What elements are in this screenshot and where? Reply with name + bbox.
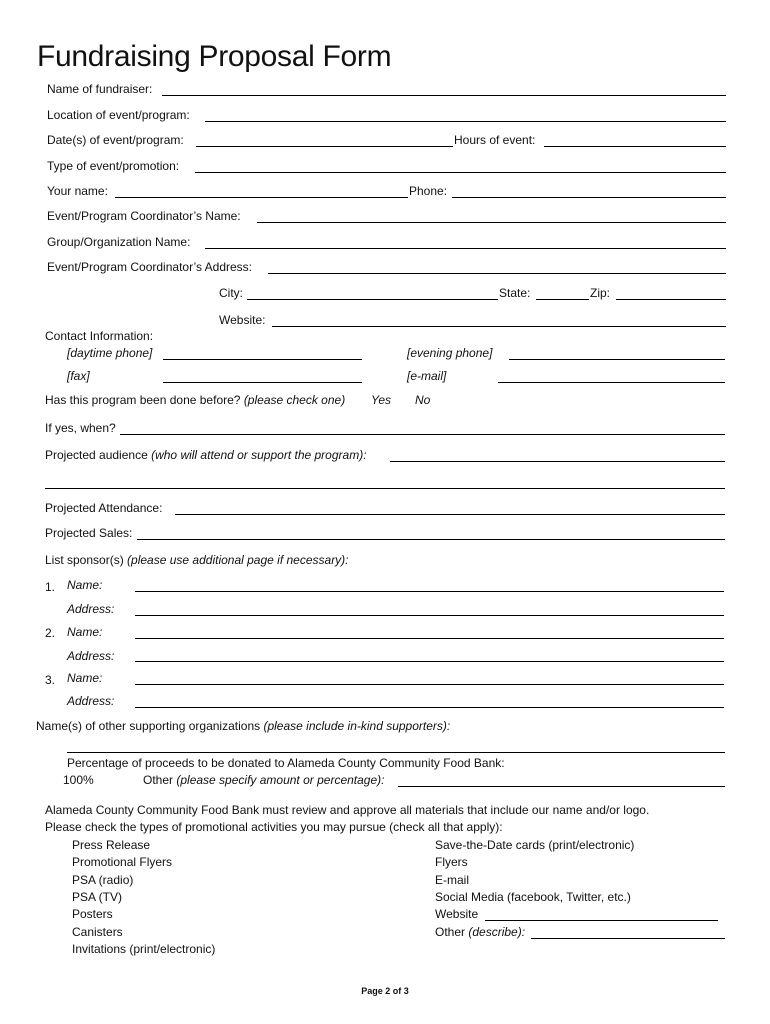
- location-underline: [205, 121, 726, 122]
- website-label: Website:: [219, 313, 266, 327]
- sponsor-3-name-label: Name:: [67, 671, 103, 685]
- coordinator-address-underline: [268, 273, 726, 274]
- sponsors-label: [45, 553, 349, 567]
- page-number: Page 2 of 3: [361, 986, 409, 996]
- percentage-other-text: Other: [143, 773, 174, 787]
- program-before-hint: (please check one): [243, 393, 346, 407]
- other-orgs-label: [36, 719, 450, 733]
- fundraiser-name-field[interactable]: [162, 80, 726, 96]
- email-label: [e-mail]: [407, 369, 447, 383]
- percentage-other-hint: (please specify amount or percentage):: [176, 773, 385, 787]
- if-yes-label: If yes, when?: [45, 421, 116, 435]
- coordinator-address-label: Event/Program Coordinator’s Address:: [47, 260, 252, 274]
- no-option[interactable]: No: [415, 393, 431, 407]
- type-underline: [195, 172, 726, 173]
- promo-canisters[interactable]: Canisters: [72, 925, 123, 939]
- your-name-field[interactable]: [115, 182, 408, 198]
- attendance-field[interactable]: [175, 499, 725, 515]
- other-orgs-underline: [67, 752, 725, 753]
- program-before-question: [45, 393, 345, 407]
- email-underline: [498, 382, 725, 383]
- website-underline: [272, 326, 726, 327]
- zip-field[interactable]: [616, 284, 726, 300]
- coordinator-address-field[interactable]: [268, 258, 726, 274]
- fax-underline: [163, 382, 362, 383]
- sponsor-2-name-field[interactable]: [135, 623, 724, 639]
- audience-field[interactable]: [390, 446, 725, 462]
- sponsor-2-address-field[interactable]: [135, 646, 724, 662]
- state-field[interactable]: [536, 284, 589, 300]
- hours-underline: [544, 146, 726, 147]
- audience-label: [45, 448, 367, 462]
- promo-website-field[interactable]: [485, 905, 718, 921]
- sponsor-2-address-label: Address:: [67, 649, 115, 663]
- sponsor-3-name-field[interactable]: [135, 669, 724, 685]
- promo-other-underline: [531, 938, 725, 939]
- sponsors-hint: (please use additional page if necessary):: [127, 553, 349, 567]
- promo-other-text: Other: [435, 925, 466, 939]
- fundraiser-name-label: Name of fundraiser:: [47, 82, 153, 96]
- sponsor-1-address-label: Address:: [67, 602, 115, 616]
- location-label: Location of event/program:: [47, 108, 190, 122]
- evening-phone-field[interactable]: [509, 344, 725, 360]
- other-orgs-text: Name(s) of other supporting organizations: [36, 719, 261, 733]
- percentage-label: Percentage of proceeds to be donated to Alameda County Community Food Bank:: [67, 756, 505, 770]
- evening-phone-underline: [509, 359, 725, 360]
- group-name-underline: [205, 248, 726, 249]
- sponsor-2-name-label: Name:: [67, 625, 103, 639]
- promo-save-the-date[interactable]: Save-the-Date cards (print/electronic): [435, 838, 635, 852]
- fax-field[interactable]: [163, 367, 362, 383]
- group-name-field[interactable]: [205, 233, 726, 249]
- audience-text: Projected audience: [45, 448, 148, 462]
- promo-psa-tv[interactable]: PSA (TV): [72, 890, 123, 904]
- sponsor-3-name-underline: [135, 684, 724, 685]
- location-field[interactable]: [205, 106, 726, 122]
- type-label: Type of event/promotion:: [47, 159, 180, 173]
- sponsors-text: List sponsor(s): [45, 553, 124, 567]
- percentage-other-underline: [398, 786, 725, 787]
- your-name-label: Your name:: [47, 184, 108, 198]
- group-name-label: Group/Organization Name:: [47, 235, 191, 249]
- promo-website-underline: [485, 920, 718, 921]
- coordinator-name-field[interactable]: [257, 207, 726, 223]
- review-note: Alameda County Community Food Bank must review and approve all materials that include our name and/or logo.: [45, 803, 650, 817]
- phone-label: Phone:: [409, 184, 448, 198]
- promo-website[interactable]: Website: [435, 907, 479, 921]
- dates-underline: [196, 146, 453, 147]
- daytime-phone-underline: [163, 359, 362, 360]
- promo-social-media[interactable]: Social Media (facebook, Twitter, etc.): [435, 890, 631, 904]
- attendance-underline: [175, 514, 725, 515]
- state-underline: [536, 299, 589, 300]
- program-before-text: Has this program been done before?: [45, 393, 241, 407]
- promo-instructions: Please check the types of promotional activities you may pursue (check all that apply):: [45, 820, 503, 834]
- fundraiser-name-underline: [162, 95, 726, 96]
- percentage-other-label: [143, 773, 384, 787]
- sponsor-1-number: 1.: [45, 580, 56, 594]
- sponsor-2-number: 2.: [45, 626, 56, 640]
- coordinator-name-label: Event/Program Coordinator’s Name:: [47, 209, 241, 223]
- audience-field-2[interactable]: [45, 473, 725, 489]
- dates-field[interactable]: [196, 131, 453, 147]
- yes-option[interactable]: Yes: [371, 393, 392, 407]
- audience-underline: [390, 461, 725, 462]
- promo-invitations[interactable]: Invitations (print/electronic): [72, 942, 216, 956]
- fax-label: [fax]: [67, 369, 90, 383]
- coordinator-name-underline: [257, 222, 726, 223]
- promo-press-release[interactable]: Press Release: [72, 838, 151, 852]
- sponsor-3-address-label: Address:: [67, 694, 115, 708]
- sponsor-2-address-underline: [135, 661, 724, 662]
- promo-flyers[interactable]: Flyers: [435, 855, 468, 869]
- percentage-value[interactable]: 100%: [63, 773, 94, 787]
- audience-hint: (who will attend or support the program):: [151, 448, 367, 462]
- email-field[interactable]: [498, 367, 725, 383]
- promo-other[interactable]: [435, 925, 525, 939]
- promo-email[interactable]: E-mail: [435, 873, 470, 887]
- dates-label: Date(s) of event/program:: [47, 133, 184, 147]
- sponsor-3-number: 3.: [45, 673, 56, 687]
- daytime-phone-label: [daytime phone]: [67, 346, 153, 360]
- evening-phone-label: [evening phone]: [407, 346, 493, 360]
- if-yes-underline: [120, 434, 725, 435]
- sponsor-1-address-underline: [135, 615, 724, 616]
- state-label: State:: [499, 286, 531, 300]
- sales-label: Projected Sales:: [45, 526, 133, 540]
- sponsor-1-name-label: Name:: [67, 578, 103, 592]
- promo-psa-radio[interactable]: PSA (radio): [72, 873, 134, 887]
- city-underline: [247, 299, 498, 300]
- sponsor-3-address-underline: [135, 707, 724, 708]
- other-orgs-field[interactable]: [67, 737, 725, 753]
- sponsor-3-address-field[interactable]: [135, 692, 724, 708]
- city-label: City:: [219, 286, 243, 300]
- other-orgs-hint: (please include in-kind supporters):: [263, 719, 451, 733]
- promo-other-field[interactable]: [531, 923, 725, 939]
- daytime-phone-field[interactable]: [163, 344, 362, 360]
- page-title: Fundraising Proposal Form: [37, 40, 392, 73]
- zip-underline: [616, 299, 726, 300]
- attendance-label: Projected Attendance:: [45, 501, 163, 515]
- city-field[interactable]: [247, 284, 498, 300]
- sponsor-1-name-underline: [135, 591, 724, 592]
- contact-heading: Contact Information:: [45, 329, 154, 343]
- sponsor-2-name-underline: [135, 638, 724, 639]
- sponsor-1-address-field[interactable]: [135, 600, 724, 616]
- promo-promotional-flyers[interactable]: Promotional Flyers: [72, 855, 173, 869]
- hours-field[interactable]: [544, 131, 726, 147]
- if-yes-field[interactable]: [120, 419, 725, 435]
- phone-underline: [452, 197, 726, 198]
- hours-label: Hours of event:: [454, 133, 536, 147]
- type-field[interactable]: [195, 157, 726, 173]
- your-name-underline: [115, 197, 408, 198]
- sales-underline: [137, 539, 725, 540]
- audience-underline-2: [45, 488, 725, 489]
- percentage-other-field[interactable]: [398, 771, 725, 787]
- promo-posters[interactable]: Posters: [72, 907, 113, 921]
- promo-other-hint: (describe):: [468, 925, 526, 939]
- sales-field[interactable]: [137, 524, 725, 540]
- phone-field[interactable]: [452, 182, 726, 198]
- website-field[interactable]: [272, 311, 726, 327]
- sponsor-1-name-field[interactable]: [135, 576, 724, 592]
- zip-label: Zip:: [590, 286, 611, 300]
